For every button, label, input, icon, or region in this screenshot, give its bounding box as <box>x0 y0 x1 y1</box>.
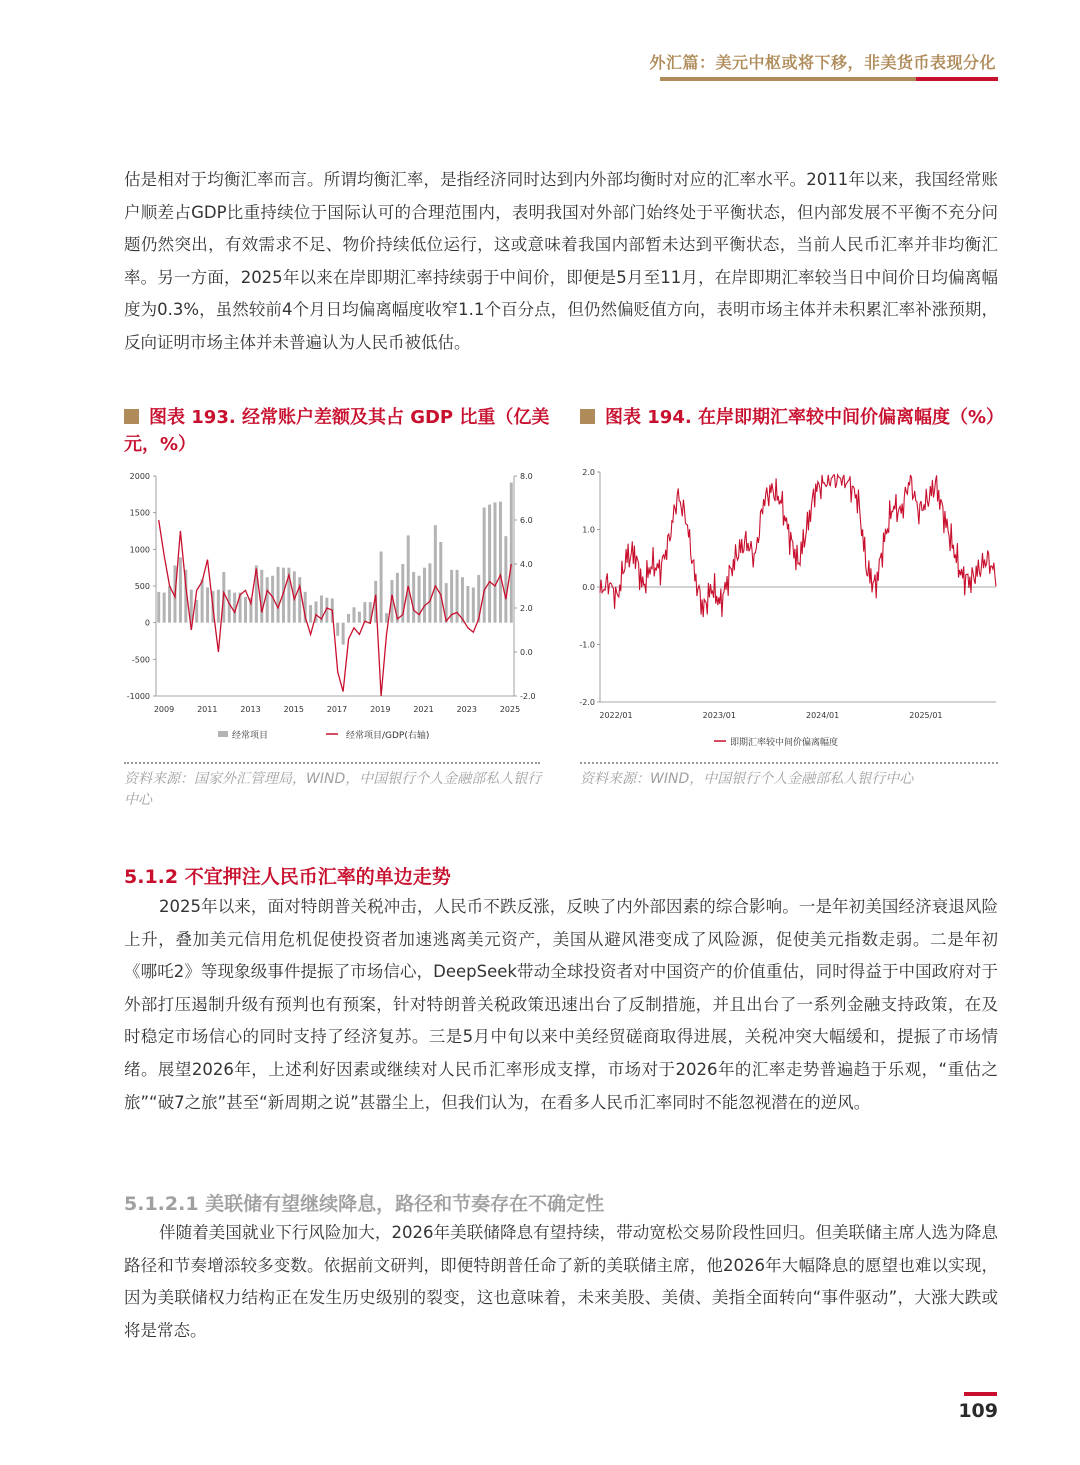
left-tick-label: 500 <box>134 582 150 591</box>
x-tick-label: 2022/01 <box>599 711 633 720</box>
bar-current-account <box>260 570 263 623</box>
x-tick-label: 2025 <box>499 705 521 714</box>
legend-label-line: 经常项目/GDP(右轴) <box>346 731 430 741</box>
bar-current-account <box>179 557 182 622</box>
left-tick-label: 0 <box>144 618 150 628</box>
bar-current-account <box>298 577 301 622</box>
bar-current-account <box>363 602 366 623</box>
figure-193-title-text: 图表 193. 经常账户差额及其占 GDP 比重（亿美元，%） <box>124 407 550 455</box>
left-tick-label: 2000 <box>129 472 150 481</box>
bar-current-account <box>244 597 247 623</box>
bar-current-account <box>504 536 507 623</box>
bar-current-account <box>494 502 497 622</box>
x-tick-label: 2013 <box>240 705 261 714</box>
bar-current-account <box>352 607 355 622</box>
legend-swatch-bar <box>218 731 228 737</box>
figure-193-source: 资料来源：国家外汇管理局，WIND，中国银行个人金融部私人银行中心 <box>124 771 542 808</box>
bar-current-account <box>380 552 383 623</box>
bar-current-account <box>412 572 415 623</box>
bar-current-account <box>309 605 312 623</box>
figure-194-title <box>580 404 1004 431</box>
bar-current-account <box>342 623 345 645</box>
right-tick-label: 0.0 <box>520 648 533 657</box>
section-heading: 5.1.2 不宜押注人民币汇率的单边走势 <box>124 866 451 888</box>
x-tick-label: 2024/01 <box>805 711 840 720</box>
figure-194-source: 资料来源：WIND，中国银行个人金融部私人银行中心 <box>580 771 914 787</box>
x-tick-label: 2023 <box>456 705 477 714</box>
right-tick-label: 8.0 <box>520 472 533 481</box>
bar-current-account <box>428 563 431 622</box>
figure-marker-icon <box>580 409 595 424</box>
paragraph-section: 2025年以来，面对特朗普关税冲击，人民币不跌反涨，反映了内外部因素的综合影响。一是年初美国经济衰退风险上升，叠加美元信用危机促使投资者加速逃离美元资产，美国从避风港变成了风险源，促使美元指数走弱。二是年初《哪吒2》等现象级事件提振了市场信心，DeepSeek带动全球投资者对中国资产的价值重估，同时得益于中国政府对于外部打压遏制升级有预判也有预案，针对特朗普关税政策迅速出台了反制措施，并且出台了一系列金融支持政策，在及时稳定市场信心的同时支持了经济复苏。三是5月中旬以来中美经贸磋商取得进展，关税冲突大幅缓和，提振了市场情绪。展望2026年，上述利好因素或继续对人民币汇率形成支撑，市场对于2026年的汇率走势普遍趋于乐观，“重估之旅”“破7之旅”甚至“新周期之说”甚嚣尘上，但我们认为，在看多人民币汇率同时不能忽视潜在的逆风。 <box>124 897 998 1112</box>
figure-194-title-text: 图表 194. 在岸即期汇率较中间价偏离幅度（%） <box>605 407 1004 428</box>
bar-current-account <box>439 542 442 623</box>
bar-current-account <box>336 623 339 636</box>
header-rule-red <box>916 77 998 81</box>
x-tick-label: 2011 <box>197 705 218 714</box>
bar-current-account <box>277 567 280 623</box>
right-tick-label: -2.0 <box>520 692 536 701</box>
left-tick-label: 1500 <box>129 508 150 518</box>
bar-current-account <box>434 525 437 623</box>
bar-current-account <box>201 579 204 622</box>
bar-current-account <box>488 505 491 623</box>
bar-current-account <box>472 587 475 622</box>
bar-current-account <box>206 587 209 622</box>
bar-current-account <box>168 586 171 623</box>
figure-marker-icon <box>124 409 139 424</box>
bar-current-account <box>347 614 350 623</box>
bar-current-account <box>461 577 464 622</box>
bar-current-account <box>418 576 421 623</box>
bar-current-account <box>266 577 269 622</box>
bar-current-account <box>483 508 486 623</box>
y-tick-label: -2.0 <box>579 698 595 707</box>
bar-current-account <box>423 568 426 623</box>
left-tick-label: -500 <box>131 655 150 665</box>
bar-current-account <box>163 593 166 623</box>
x-tick-label: 2021 <box>413 705 434 714</box>
y-tick-label: 2.0 <box>582 468 595 477</box>
subsection-heading: 5.1.2.1 美联储有望继续降息，路径和节奏存在不确定性 <box>124 1193 605 1215</box>
chart-spot-deviation <box>576 462 1002 752</box>
source-divider <box>580 762 998 764</box>
right-tick-label: 4.0 <box>520 560 533 569</box>
x-tick-label: 2023/01 <box>702 711 736 720</box>
x-tick-label: 2017 <box>326 705 348 714</box>
bar-current-account <box>499 502 502 623</box>
x-tick-label: 2015 <box>283 705 304 714</box>
y-tick-label: 1.0 <box>582 525 595 535</box>
bar-current-account <box>407 535 410 622</box>
left-tick-label: -1000 <box>126 692 150 701</box>
left-tick-label: 1000 <box>129 545 150 555</box>
legend-label-line: 即期汇率较中间价偏离幅度 <box>730 738 839 748</box>
x-tick-label: 2009 <box>153 705 175 714</box>
bar-current-account <box>385 613 388 623</box>
chart-current-account <box>118 462 550 752</box>
bar-current-account <box>358 612 361 623</box>
header-rule-gold <box>660 77 916 81</box>
line-spot-deviation <box>600 475 996 617</box>
right-tick-label: 6.0 <box>520 516 533 525</box>
bar-current-account <box>195 600 198 623</box>
right-tick-label: 2.0 <box>520 604 533 613</box>
legend-label-bar: 经常项目 <box>232 731 269 741</box>
page-number-bar <box>964 1392 997 1396</box>
bar-current-account <box>456 570 459 623</box>
y-tick-label: 0.0 <box>582 583 595 592</box>
x-tick-label: 2019 <box>370 705 391 714</box>
x-tick-label: 2025/01 <box>909 711 943 720</box>
source-divider <box>124 762 540 764</box>
figure-193-title <box>124 404 554 458</box>
bar-current-account <box>157 592 160 623</box>
bar-current-account <box>217 590 220 623</box>
bar-current-account <box>466 586 469 623</box>
page-number: 109 <box>958 1400 998 1422</box>
paragraph-intro: 估是相对于均衡汇率而言。所谓均衡汇率，是指经济同时达到内外部均衡时对应的汇率水平。2011年以来，我国经常账户顺差占GDP比重持续位于国际认可的合理范围内，表明我国对外部门始终处于平衡状态，但内部发展不平衡不充分问题仍然突出，有效需求不足、物价持续低位运行，这或意味着我国内部暂未达到平衡状态，当前人民币汇率并非均衡汇率。另一方面，2025年以来在岸即期汇率持续弱于中间价，即便是5月至11月，在岸即期汇率较当日中间价日均偏离幅度为0.3%，虽然较前4个月日均偏离幅度收窄1.1个百分点，但仍然偏贬值方向，表明市场主体并未积累汇率补涨预期，反向证明市场主体并未普遍认为人民币被低估。 <box>124 170 998 352</box>
running-header: 外汇篇：美元中枢或将下移，非美货币表现分化 <box>649 53 996 72</box>
y-tick-label: -1.0 <box>579 640 595 650</box>
bar-current-account <box>510 483 513 623</box>
paragraph-subsection: 伴随着美国就业下行风险加大，2026年美联储降息有望持续，带动宽松交易阶段性回归。但美联储主席人选为降息路径和节奏增添较多变数。依据前文研判，即便特朗普任命了新的美联储主席，他2026年大幅降息的愿望也难以实现，因为美联储权力结构正在发生历史级别的裂变，这也意味着，未来美股、美债、美指全面转向“事件驱动”，大涨大跌或将是常态。 <box>124 1223 998 1340</box>
